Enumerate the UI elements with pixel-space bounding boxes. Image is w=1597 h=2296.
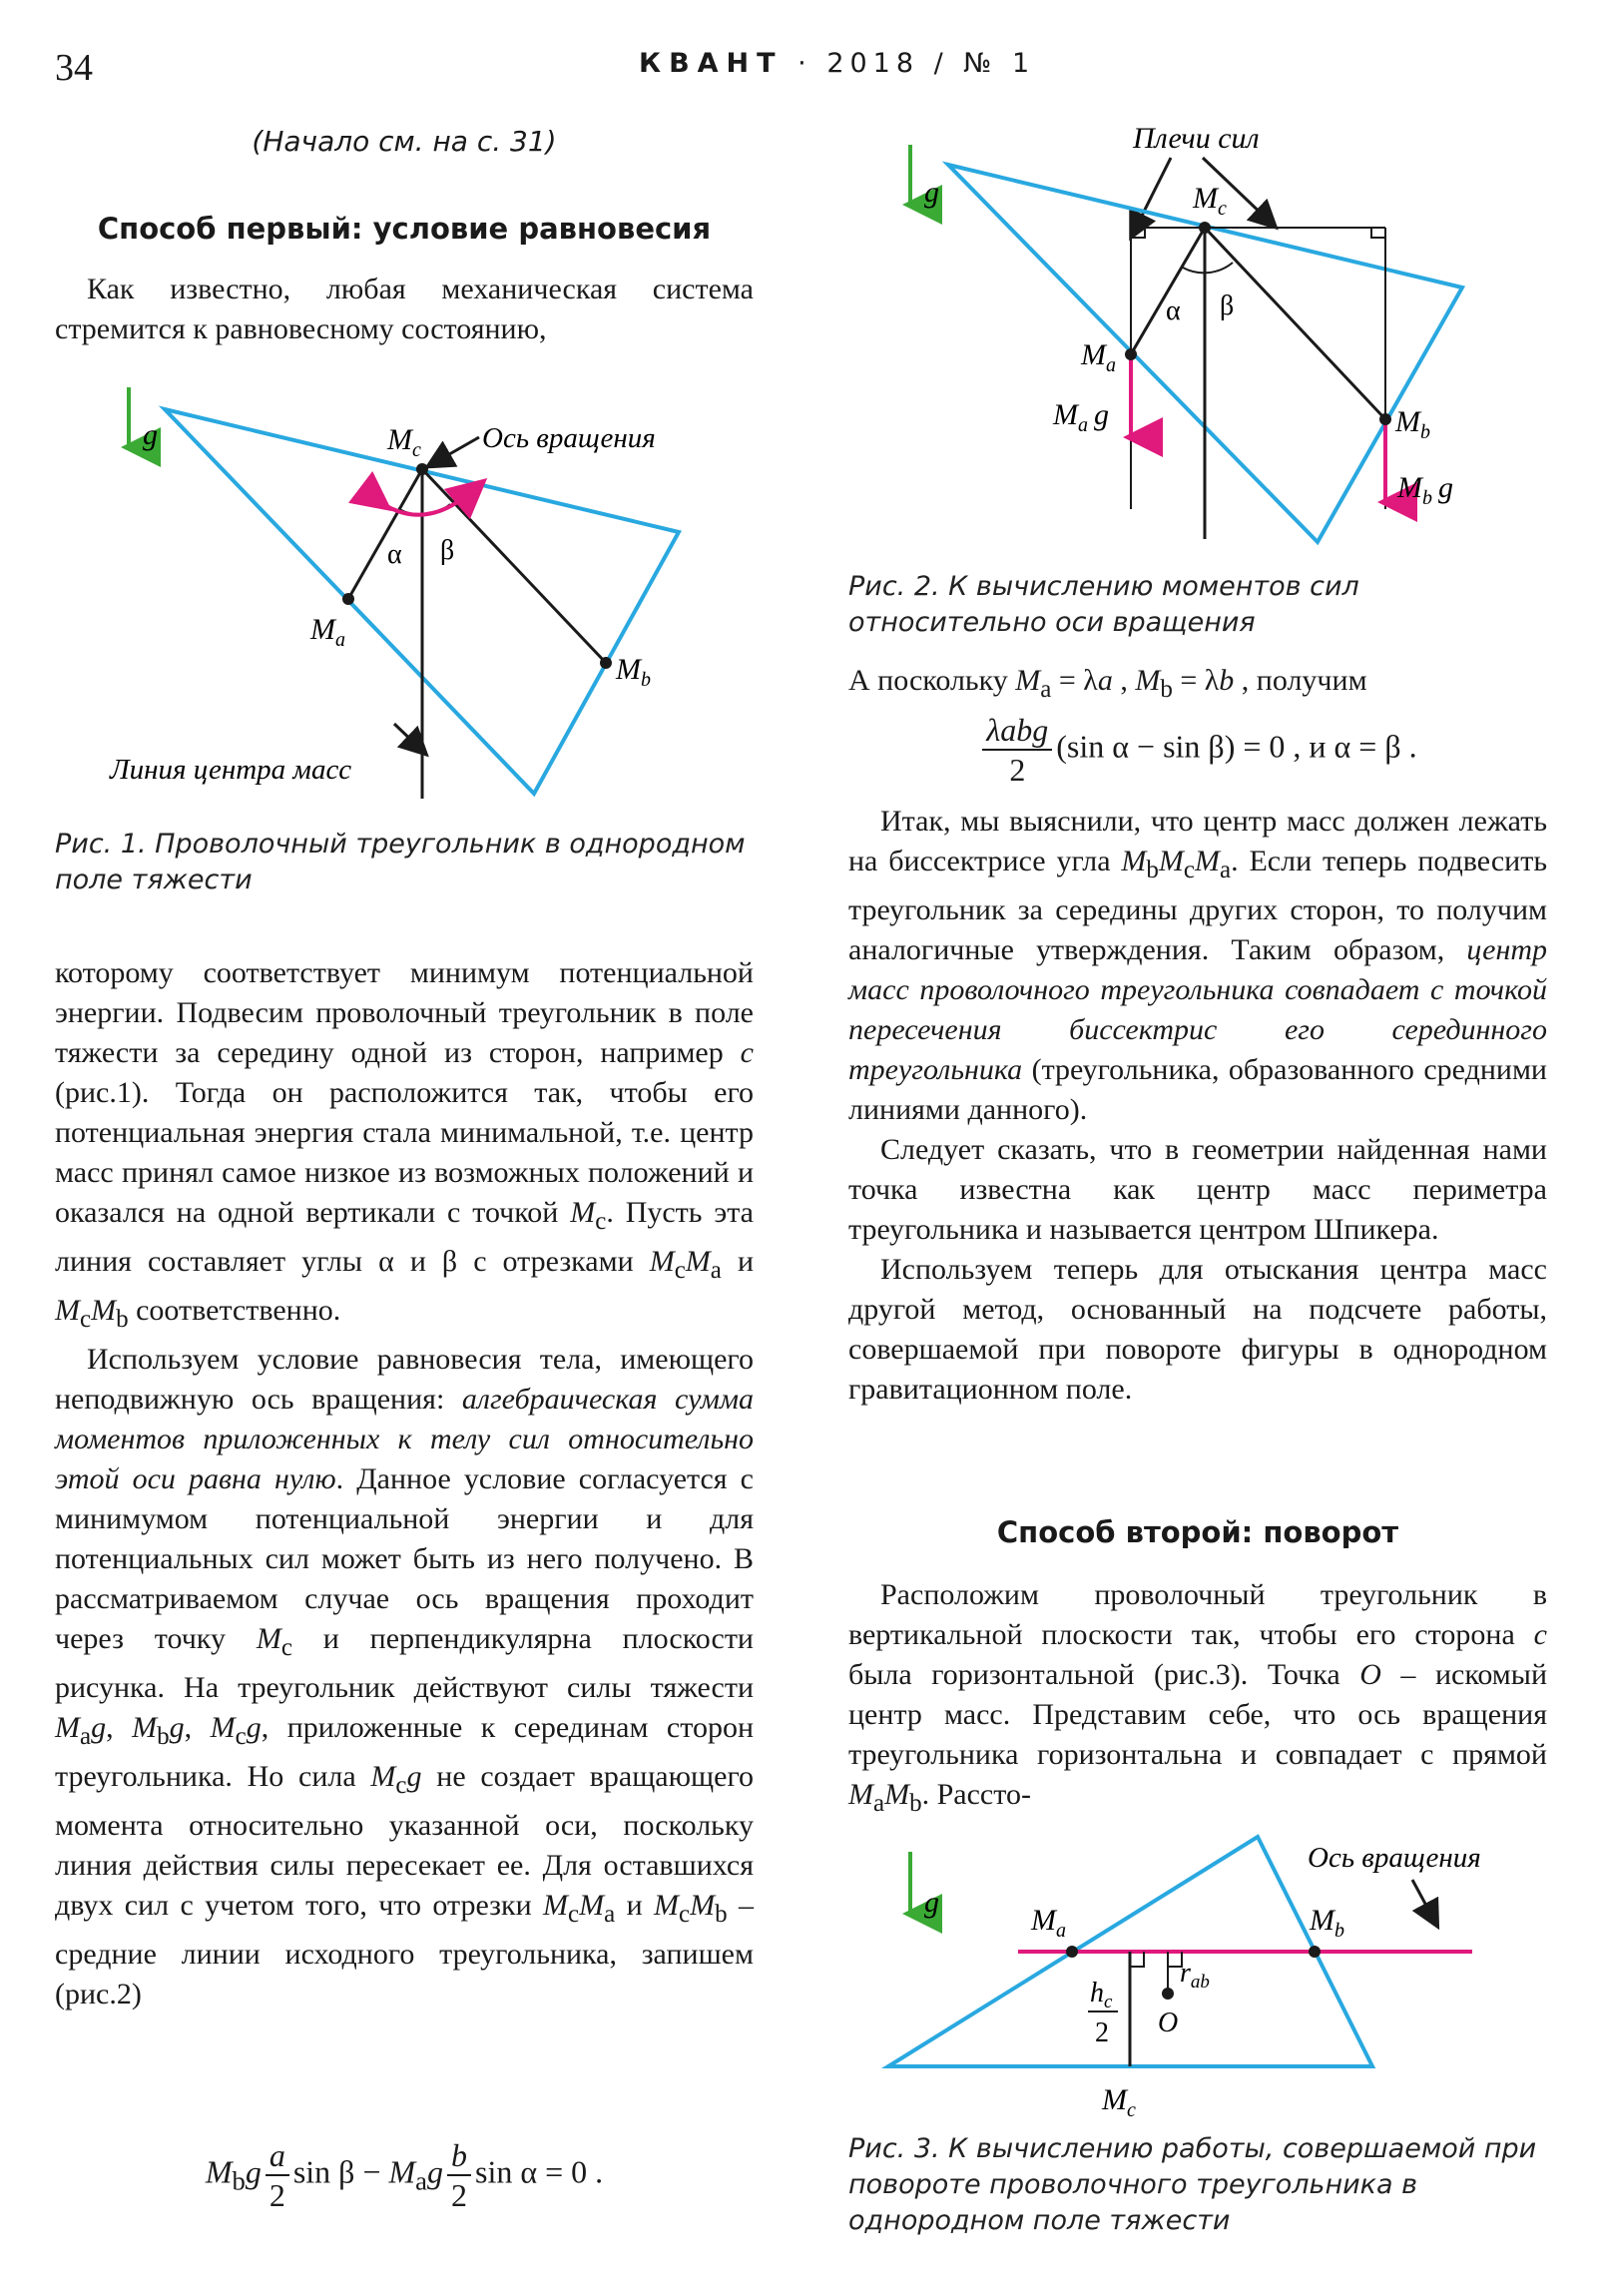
left-body	[55, 953, 754, 2014]
continued-note: (Начало см. на с. 31)	[252, 125, 557, 158]
rotation-arrow	[376, 491, 472, 515]
right-angle-h	[1130, 1952, 1144, 1967]
alpha-label: α	[1166, 295, 1181, 326]
paragraph-4: Следует сказать, что в геометрии найденная нами точка известна как центр масс периметра треугольника и называется центром Шпикера.	[848, 1133, 1547, 1246]
mc-label: $M_c$	[1102, 2083, 1136, 2121]
mc-label: $M_c$	[1193, 182, 1227, 220]
mb-label: $M_b$	[1310, 1904, 1344, 1942]
ma-label: $M_a$	[1081, 338, 1116, 376]
ma-label: $M_a$	[1031, 1904, 1066, 1942]
beta-label: β	[1220, 290, 1235, 321]
journal-title: КВАНТ	[639, 48, 784, 79]
heading-method-two: Способ второй: поворот	[996, 1515, 1399, 1549]
right-body	[848, 802, 1547, 1410]
mb-g-label: $M_b$ g	[1397, 471, 1453, 509]
paragraph-6-block	[848, 1575, 1547, 1824]
point-mc	[1199, 222, 1211, 234]
right-angle-a	[1131, 228, 1145, 238]
intro-paragraph: Как известно, любая механическая система стремится к равновесному состоянию,	[55, 273, 754, 345]
angle-arc	[1183, 263, 1233, 273]
figure-3	[848, 1822, 1547, 2121]
formula-moments: $M_bg$ $\frac{a}{2}$ $\sin \beta - M_ag$ $\frac{b}{2}$ sin α = 0 .	[205, 2137, 604, 2213]
formula-result: $\frac{\text{λabg}}{2}$ (sin α − sin β) = 0 , и α = β .	[848, 711, 1547, 789]
paragraph-6: Расположим проволочный треугольник в вертикальной плоскости так, чтобы его сторона c была горизонтальной (рис.3). Точка O – искомый центр масс. Представим себе, что ось вращения треугольника горизонтальна и совпадает с прямой $M_aM_b$. Рассто-	[848, 1578, 1547, 1817]
g-label: g	[924, 176, 939, 209]
point-mb	[1309, 1946, 1321, 1958]
g-label: g	[924, 1886, 939, 1919]
beta-label: β	[440, 535, 455, 566]
figure-2	[848, 110, 1547, 549]
mb-label: $M_b$	[1395, 405, 1430, 443]
axis-pointer	[437, 437, 479, 461]
right-angle-b	[1371, 228, 1385, 238]
figure-1	[55, 369, 754, 809]
point-ma	[342, 593, 354, 605]
axis-label: Ось вращения	[1308, 1842, 1481, 1874]
fraction-b-2: $\frac{b}{2}$	[447, 2136, 471, 2214]
segment-mc-mb	[1205, 228, 1385, 419]
arms-label: Плечи сил	[1133, 122, 1260, 155]
point-o	[1162, 1988, 1174, 2000]
axis-pointer	[1412, 1880, 1432, 1917]
point-mb	[600, 657, 612, 669]
fraction-a-2: $\frac{a}{2}$	[266, 2136, 289, 2214]
axis-label: Ось вращения	[482, 422, 656, 454]
g-label: g	[143, 418, 158, 451]
h-denominator: 2	[1095, 2017, 1109, 2048]
o-label: O	[1158, 2008, 1179, 2038]
figure-2-caption: Рис. 2. К вычислению моментов сил относительно оси вращения	[848, 571, 1359, 638]
paragraph-1: которому соответствует минимум потенциальной энергии. Подвесим проволочный треугольник в поле тяжести за середину одной из сторон, например c (рис.1). Тогда он расположится так, чтобы его потенциальная энергия стала минимальной, т.е. центр масс принял самое низкое из возможных положений и оказался на одной вертикали с точкой $M_c$. Пусть эта линия составляет углы α и β с отрезками $M_cM_a$ и $M_cM_b$ соответственно.	[55, 956, 754, 1333]
segment-mc-ma	[348, 469, 422, 599]
point-mb	[1379, 413, 1391, 425]
r-label: $r_{ab}$	[1180, 1958, 1210, 1993]
point-ma	[1125, 348, 1137, 360]
point-ma	[1066, 1946, 1078, 1958]
mc-label: $M_c$	[387, 423, 421, 461]
segment-mc-ma	[1131, 228, 1205, 354]
ma-label: $M_a$	[310, 613, 345, 651]
paragraph-2: Используем условие равновесия тела, имеющего неподвижную ось вращения: алгебраическая сумма моментов приложенных к телу сил относительно этой оси равна нулю. Данное условие согласуется с минимумом потенциальной энергии и для потенциальных сил может быть из него получено. В рассматриваемом случае ось вращения проходит через точку $M_c$ и перпендикулярна плоскости рисунка. На треугольник действуют силы тяжести $M_ag$, $M_bg$, $M_cg$, приложенные к серединам сторон треугольника. Но сила $M_cg$ не создает вращающего момента относительно указанной оси, поскольку линия действия силы пересекает ее. Для оставшихся двух сил с учетом того, что отрезки $M_cM_a$ и $M_cM_b$ – средние линии исходного треугольника, запишем (рис.2)	[55, 1343, 755, 2010]
h-label: $h_c$	[1090, 1978, 1113, 2012]
ma-g-label: $M_a$ g	[1053, 398, 1109, 436]
since-line: А поскольку $M_a = \lambda a$ , $M_b = \lambda b$ , получим	[848, 664, 1367, 703]
paragraph-3: Итак, мы выяснили, что центр масс должен лежать на биссектрисе угла $M_bM_cM_a$. Если теперь подвесить треугольник за середины других сторон, то получим аналогичные утверждения. Таким образом, центр масс проволочного треугольника совпадает с точкой пересечения биссектрис его серединного треугольника (треугольника, образованного средними линиями данного).	[848, 805, 1547, 1126]
fraction-labg-2: $\frac{\text{λabg}}{2}$	[982, 711, 1052, 789]
com-pointer	[394, 724, 418, 747]
journal-header	[639, 48, 1035, 79]
heading-method-one: Способ первый: условие равновесия	[97, 212, 712, 246]
com-label: Линия центра масс	[110, 754, 352, 786]
paragraph-5: Используем теперь для отыскания центра масс другой метод, основанный на подсчете работы, совершаемой при повороте фигуры в однородном гравитационном поле.	[848, 1253, 1547, 1406]
page-number: 34	[55, 47, 93, 89]
mb-label: $M_b$	[616, 653, 651, 691]
segment-mc-mb	[422, 469, 606, 663]
journal-issue: · 2018 / № 1	[798, 48, 1036, 79]
figure-1-caption: Рис. 1. Проволочный треугольник в однородном поле тяжести	[55, 829, 746, 895]
point-mc	[416, 463, 428, 475]
alpha-label: α	[387, 539, 402, 570]
figure-3-caption: Рис. 3. К вычислению работы, совершаемой при повороте проволочного треугольника в однородном поле тяжести	[848, 2133, 1537, 2236]
